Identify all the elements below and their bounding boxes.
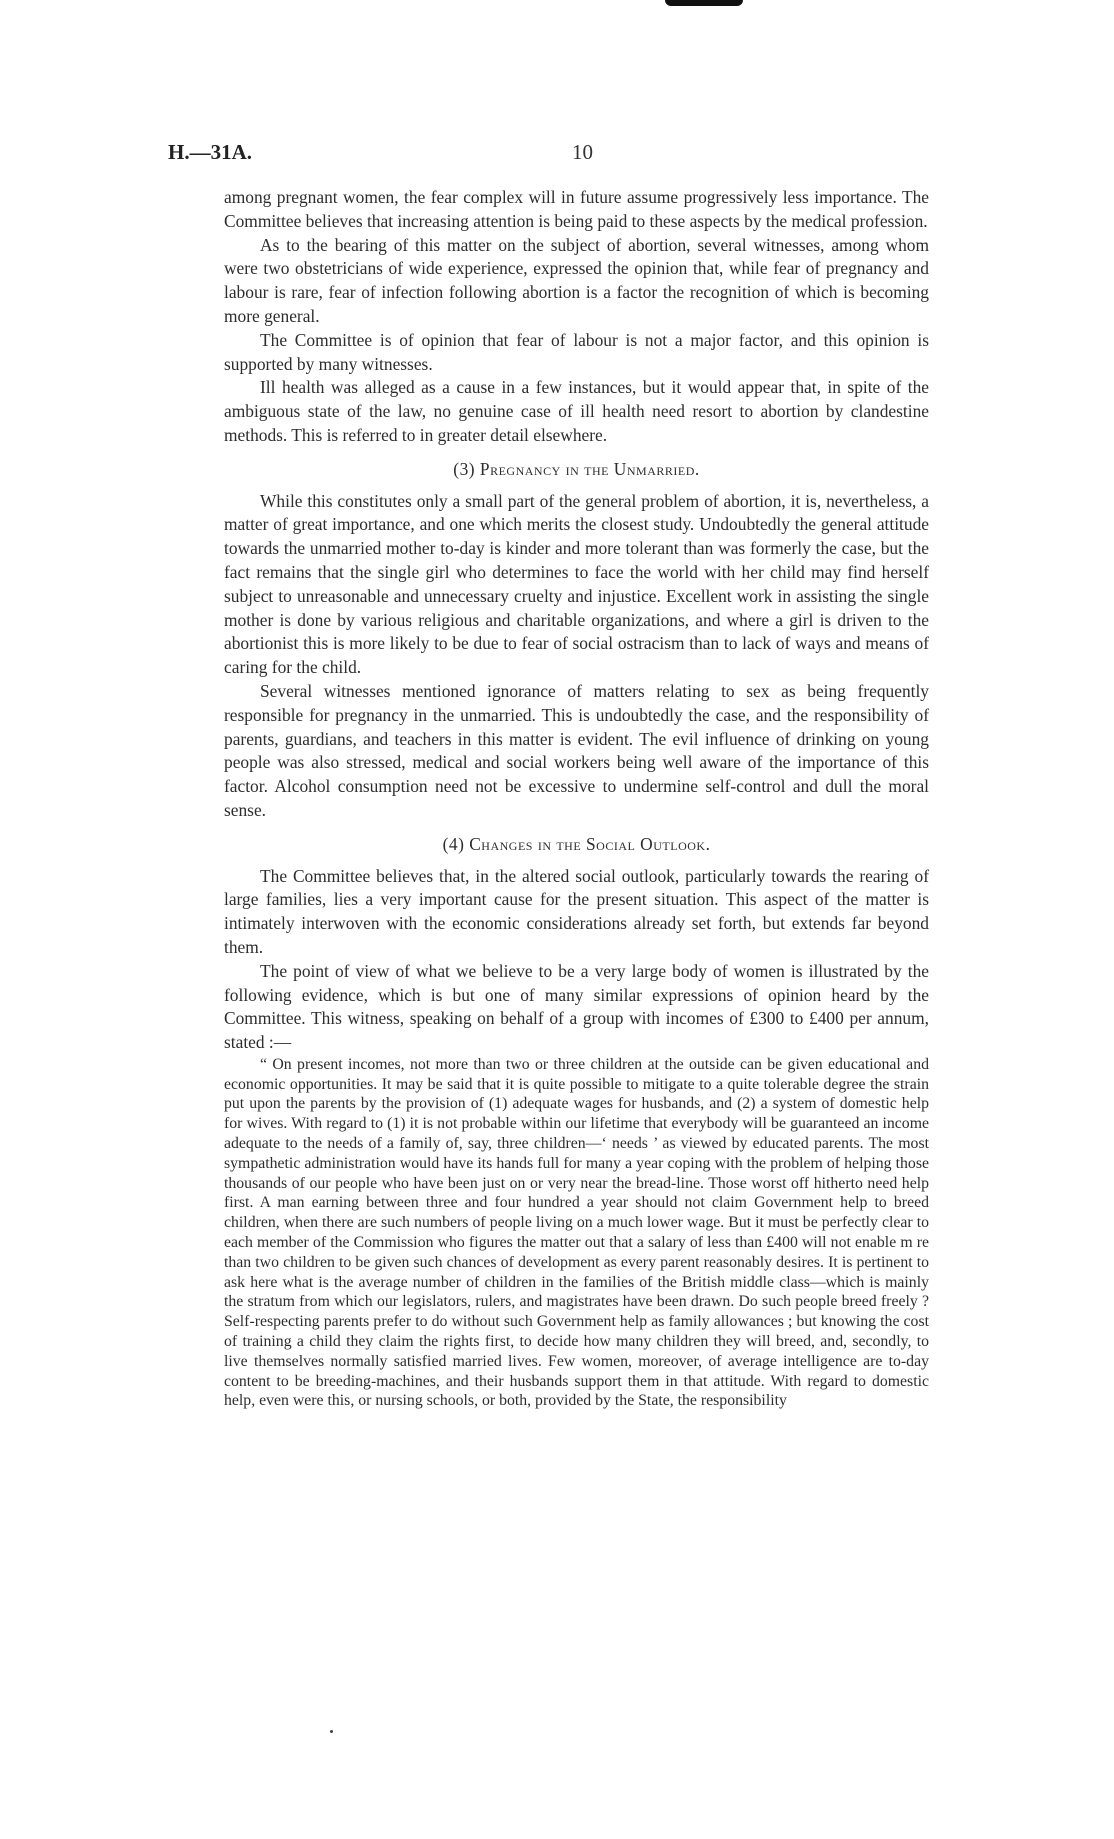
page-body <box>224 186 929 1411</box>
paragraph-continuation: among pregnant women, the fear complex will in future assume progressively less importance. The Committee believes that increasing attention is being paid to these aspects by the medical profession. <box>224 187 929 231</box>
paragraph-abortion-infection: As to the bearing of this matter on the subject of abortion, several witnesses, among whom were two obstetricians of wide experience, expressed the opinion that, while fear of pregnancy and labour is rare, fear of infection following abortion is a factor the recognition of which is becoming more general. <box>224 234 929 326</box>
document-reference: H.—31A. <box>168 140 252 164</box>
section-heading-pregnancy-unmarried: (3) Pregnancy in the Unmarried. <box>453 458 700 479</box>
paragraph-ill-health: Ill health was alleged as a cause in a few instances, but it would appear that, in spite of the ambiguous state of the law, no genuine case of ill health need resort to abortion by clandestine methods. This is referred to in greater detail elsewhere. <box>224 377 929 445</box>
paragraph-social-outlook: The Committee believes that, in the altered social outlook, particularly towards the rearing of large families, lies a very important cause for the present situation. This aspect of the matter is intimately interwoven with the economic considerations already set forth, but extends far beyond them. <box>224 865 929 957</box>
page-number: 10 <box>572 140 593 164</box>
paragraph-sex-ignorance: Several witnesses mentioned ignorance of matters relating to sex as being frequently responsible for pregnancy in the unmarried. This is undoubtedly the case, and the responsibility of parents, guardians, and teachers in this matter is evident. The evil influence of drinking on young people was also stressed, medical and social workers being well aware of the importance of this factor. Alcohol consumption need not be excessive to undermine self-control and dull the moral sense. <box>224 680 929 820</box>
paragraph-fear-of-labour: The Committee is of opinion that fear of labour is not a major factor, and this opinion is supported by many witnesses. <box>224 329 929 374</box>
paragraph-unmarried-mother: While this constitutes only a small part of the general problem of abortion, it is, nevertheless, a matter of great importance, and one which merits the closest study. Undoubtedly the general attitude towards the unmarried mother to-day is kinder and more tolerant than was formerly the case, but the fact remains that the single girl who determines to face the world with her child may find herself subject to unreasonable and unnecessary cruelty and injustice. Excellent work in assisting the single mother is done by various religious and charitable organizations, and where a girl is driven to the abortionist this is more likely to be due to fear of social ostracism than to lack of ways and means of caring for the child. <box>224 490 929 678</box>
stray-ink-dot <box>330 1730 333 1733</box>
witness-quotation: “ On present incomes, not more than two or three children at the outside can be given educational and economic opportunities. It may be said that it is quite possible to mitigate to a quite tolerable degree the strain put upon the parents by the provision of (1) adequate wages for husbands, and (2) a system of domestic help for wives. With regard to (1) it is not probable within our lifetime that everybody will be guaranteed an income adequate to the needs of a family of, say, three children—‘ needs ’ as viewed by educated parents. The most sympathetic administration would have its hands full for many a year coping with the problem of helping those thousands of our people who have been just on or very near the bread-line. Those worst off hitherto need help first. A man earning between three and four hundred a year should not claim Government help to breed children, when there are such numbers of people living on a much lower wage. But it must be perfectly clear to each member of the Commission who figures the matter out that a salary of less than £400 will not enable m re than two children to be given such chances of development as every parent reasonably desires. It is pertinent to ask here what is the average number of children in the families of the British middle class—which is mainly the stratum from which our legislators, rulers, and magistrates have been drawn. Do such people breed freely ? Self-respecting parents prefer to do without such Government help as family allowances ; but knowing the cost of training a child they claim the rights first, to decide how many children they will breed, and, secondly, to live themselves normally satisfied married lives. Few women, moreover, of average intelligence are to-day content to be breeding-machines, and their husbands support them in that attitude. With regard to domestic help, even were this, or nursing schools, or both, provided by the State, the responsibility <box>224 1055 929 1410</box>
top-edge-mark <box>665 0 743 6</box>
paragraph-witness-intro: The point of view of what we believe to be a very large body of women is illustrated by the following evidence, which is but one of many similar expressions of opinion heard by the Committee. This witness, speaking on behalf of a group with incomes of £300 to £400 per annum, stated :— <box>224 960 929 1053</box>
section-heading-social-outlook: (4) Changes in the Social Outlook. <box>442 833 711 854</box>
